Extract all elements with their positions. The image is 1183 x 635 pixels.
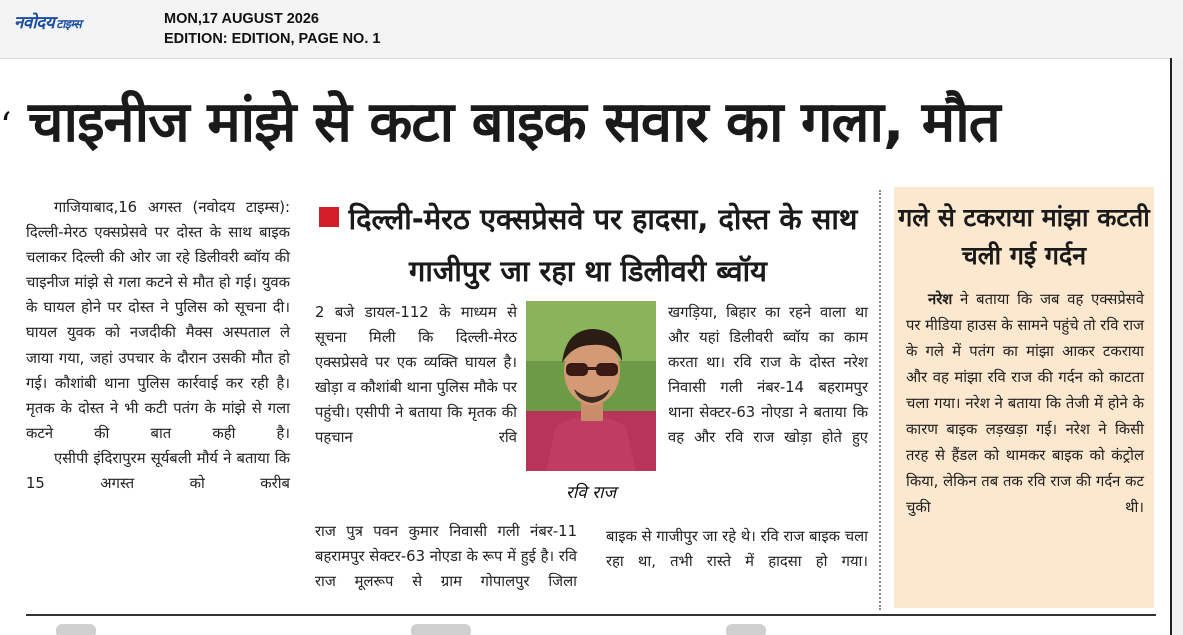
subheading (318, 193, 858, 297)
article-column-1 (26, 195, 290, 496)
sidebar-body-text: ने बताया कि जब वह एक्सप्रेसवे पर मीडिया हाउस के सामने पहुंचे तो रवि राज के गले में पतंग का मांझा आकर टकराया और वह मांझा रवि राज की गर्दन को काटता चला गया। नरेश ने बताया कि तेजी में होने के कारण बाइक लड़खड़ा गई। नरेश ने किसी तरह से हैंडल को थामकर बाइक को कंट्रोल किया, लेकिन तब तक रवि राज की गर्दन कट चुकी थी। (906, 291, 1144, 516)
person-photo-image (526, 301, 656, 471)
page-header (0, 0, 1183, 59)
headline: चाइनीज मांझे से कटा बाइक सवार का गला, मौत (28, 90, 1000, 155)
column-2-text: 2 बजे डायल-112 के माध्यम से सूचना मिली कि दिल्ली-मेरठ एक्सप्रेसवे पर एक व्यक्ति घायल है। खोड़ा व कौशांबी थाना पुलिस मौके पर पहुंची। एसीपी ने बताया कि मृतक की पहचान रवि (315, 304, 517, 447)
logo-main-text: नवोदय (14, 13, 55, 33)
column-divider (879, 190, 881, 610)
column-1-paragraph-2: एसीपी इंदिरापुरम सूर्यबली मौर्य ने बताया कि 15 अगस्त को करीब (26, 449, 290, 493)
victim-photo (526, 301, 656, 471)
edition-meta (164, 9, 380, 49)
column-3-text: खगड़िया, बिहार का रहने वाला था और यहां डिलीवरी ब्वॉय का काम करता था। रवि राज के दोस्त नरेश निवासी गली नंबर-14 बहरामपुर थाना सेक्टर-63 नोएडा ने बताया कि वह और रवि राज खोड़ा होते हुए (668, 304, 868, 447)
column-2-bottom-text: राज पुत्र पवन कुमार निवासी गली नंबर-11 बहरामपुर सेक्टर-63 नोएडा के रूप में हुई है। रवि राज मूलरूप से ग्राम गोपालपुर जिला (315, 523, 577, 591)
logo-sub-text: टाइम्स (56, 17, 82, 31)
article-column-3 (668, 300, 868, 451)
column-4-text: बाइक से गाजीपुर जा रहे थे। रवि राज बाइक चला रहा था, तभी रास्ते में हादसा हो गया। (606, 528, 868, 571)
sidebar-lead-word: नरेश (928, 291, 953, 308)
cropped-quote-mark: ‘ (0, 106, 12, 147)
next-article-cropped (26, 622, 1156, 635)
article-column-2-bottom (315, 519, 577, 594)
newspaper-logo[interactable] (14, 10, 81, 33)
bottom-rule (26, 614, 1156, 616)
edition-line: EDITION: EDITION, PAGE NO. 1 (164, 31, 381, 47)
subheading-text: दिल्ली-मेरठ एक्सप्रेसवे पर हादसा, दोस्त के साथ गाजीपुर जा रहा था डिलीवरी ब्वॉय (348, 202, 858, 288)
photo-caption: रवि राज (565, 483, 617, 503)
article-column-2 (315, 300, 517, 451)
column-1-paragraph-1: गाजियाबाद,16 अगस्त (नवोदय टाइम्स): दिल्ली-मेरठ एक्सप्रेसवे पर दोस्त के साथ बाइक चलाकर दिल्ली की ओर जा रहे डिलीवरी ब्वॉय की चाइनीज मांझे से गला कटने से मौत हो गई। युवक के घायल होने पर दोस्त ने पुलिस को सूचना दी। घायल युवक को नजदीकी मैक्स अस्पताल ले जाया गया, जहां उपचार के दौरान उसकी मौत हो गई। कौशांबी थाना पुलिस कार्रवाई कर रही है। मृतक के दोस्त ने भी कटी पतंग के मांझे से गला कटने की बात कही है। (26, 199, 290, 442)
article-column-4 (606, 524, 868, 574)
page-edge (1170, 58, 1183, 635)
sidebar-title: गले से टकराया मांझा कटती चली गई गर्दन (898, 203, 1150, 270)
red-square-bullet-icon (319, 207, 339, 227)
sidebar-box (894, 187, 1154, 608)
sidebar-body (906, 287, 1144, 521)
date-line: MON,17 AUGUST 2026 (164, 11, 319, 27)
